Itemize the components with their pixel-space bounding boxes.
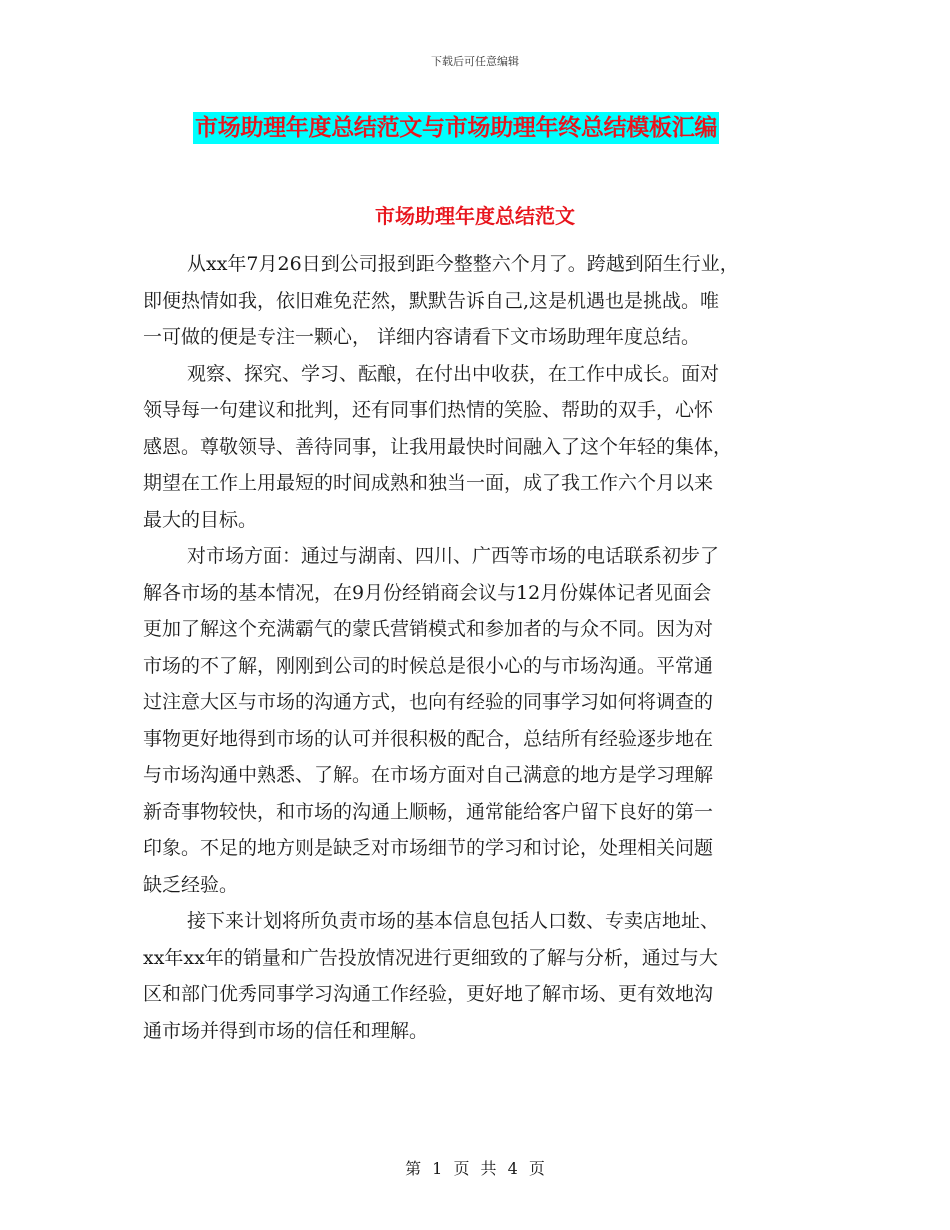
- paragraph-line: 印象。不足的地方则是缺乏对市场细节的学习和讨论，处理相关问题: [143, 837, 714, 859]
- paragraph-line: 过注意大区与市场的沟通方式，也向有经验的同事学习如何将调查的: [143, 691, 714, 713]
- paragraph-line: xx年xx年的销量和广告投放情况进行更细致的了解与分析，通过与大: [143, 946, 718, 969]
- paragraph-line: 解各市场的基本情况，在9月份经销商会议与12月份媒体记者见面会: [143, 581, 712, 604]
- paragraph-line: 事物更好地得到市场的认可并很积极的配合，总结所有经验逐步地在: [143, 727, 714, 750]
- paragraph-line: 接下来计划将所负责市场的基本信息包括人口数、专卖店地址、: [187, 910, 720, 932]
- paragraph-line: 感恩。尊敬领导、善待同事，让我用最快时间融入了这个年轻的集体，: [143, 435, 733, 458]
- paragraph-line: 期望在工作上用最短的时间成熟和独当一面，成了我工作六个月以来: [143, 472, 714, 494]
- paragraph-line: 通市场并得到市场的信任和理解。: [143, 1019, 429, 1042]
- paragraph-line: 区和部门优秀同事学习沟通工作经验，更好地了解市场、更有效地沟: [143, 983, 714, 1005]
- paragraph-2: [143, 356, 813, 539]
- paragraph-line: 观察、探究、学习、酝酿，在付出中收获，在工作中成长。面对: [187, 362, 720, 385]
- paragraph-line: 与市场沟通中熟悉、了解。在市场方面对自己满意的地方是学习理解: [143, 764, 714, 786]
- document-title: 市场助理年度总结范文与市场助理年终总结模板汇编: [193, 112, 719, 144]
- paragraph-line: 缺乏经验。: [143, 873, 239, 896]
- paragraph-line: 市场的不了解，刚刚到公司的时候总是很小心的与市场沟通。平常通: [143, 654, 714, 677]
- paragraph-line: 最大的目标。: [143, 508, 258, 531]
- section-title: 市场助理年度总结范文: [375, 204, 575, 228]
- paragraph-3: [143, 538, 813, 903]
- paragraph-line: 新奇事物较快，和市场的沟通上顺畅，通常能给客户留下良好的第一: [143, 800, 714, 823]
- paragraph-line: 一可做的便是专注一颗心， 详细内容请看下文市场助理年度总结。: [143, 326, 701, 348]
- paragraph-line: 更加了解这个充满霸气的蒙氏营销模式和参加者的与众不同。因为对: [143, 618, 714, 640]
- document-body: [143, 246, 813, 1049]
- paragraph-line: 领导每一句建议和批判，还有同事们热情的笑脸、帮助的双手，心怀: [143, 399, 714, 421]
- paragraph-line: 对市场方面：通过与湖南、四川、广西等市场的电话联系初步了: [187, 545, 720, 567]
- page-footer: 第 1 页 共 4 页: [405, 1159, 545, 1178]
- paragraph-line: 即便热情如我，依旧难免茫然，默默告诉自己,这是机遇也是挑战。唯: [143, 289, 720, 312]
- page-header-note: 下载后可任意编辑: [431, 55, 519, 68]
- paragraph-line: 从xx年7月26日到公司报到距今整整六个月了。跨越到陌生行业，: [187, 253, 739, 275]
- paragraph-4: [143, 903, 813, 1049]
- paragraph-1: [143, 246, 813, 356]
